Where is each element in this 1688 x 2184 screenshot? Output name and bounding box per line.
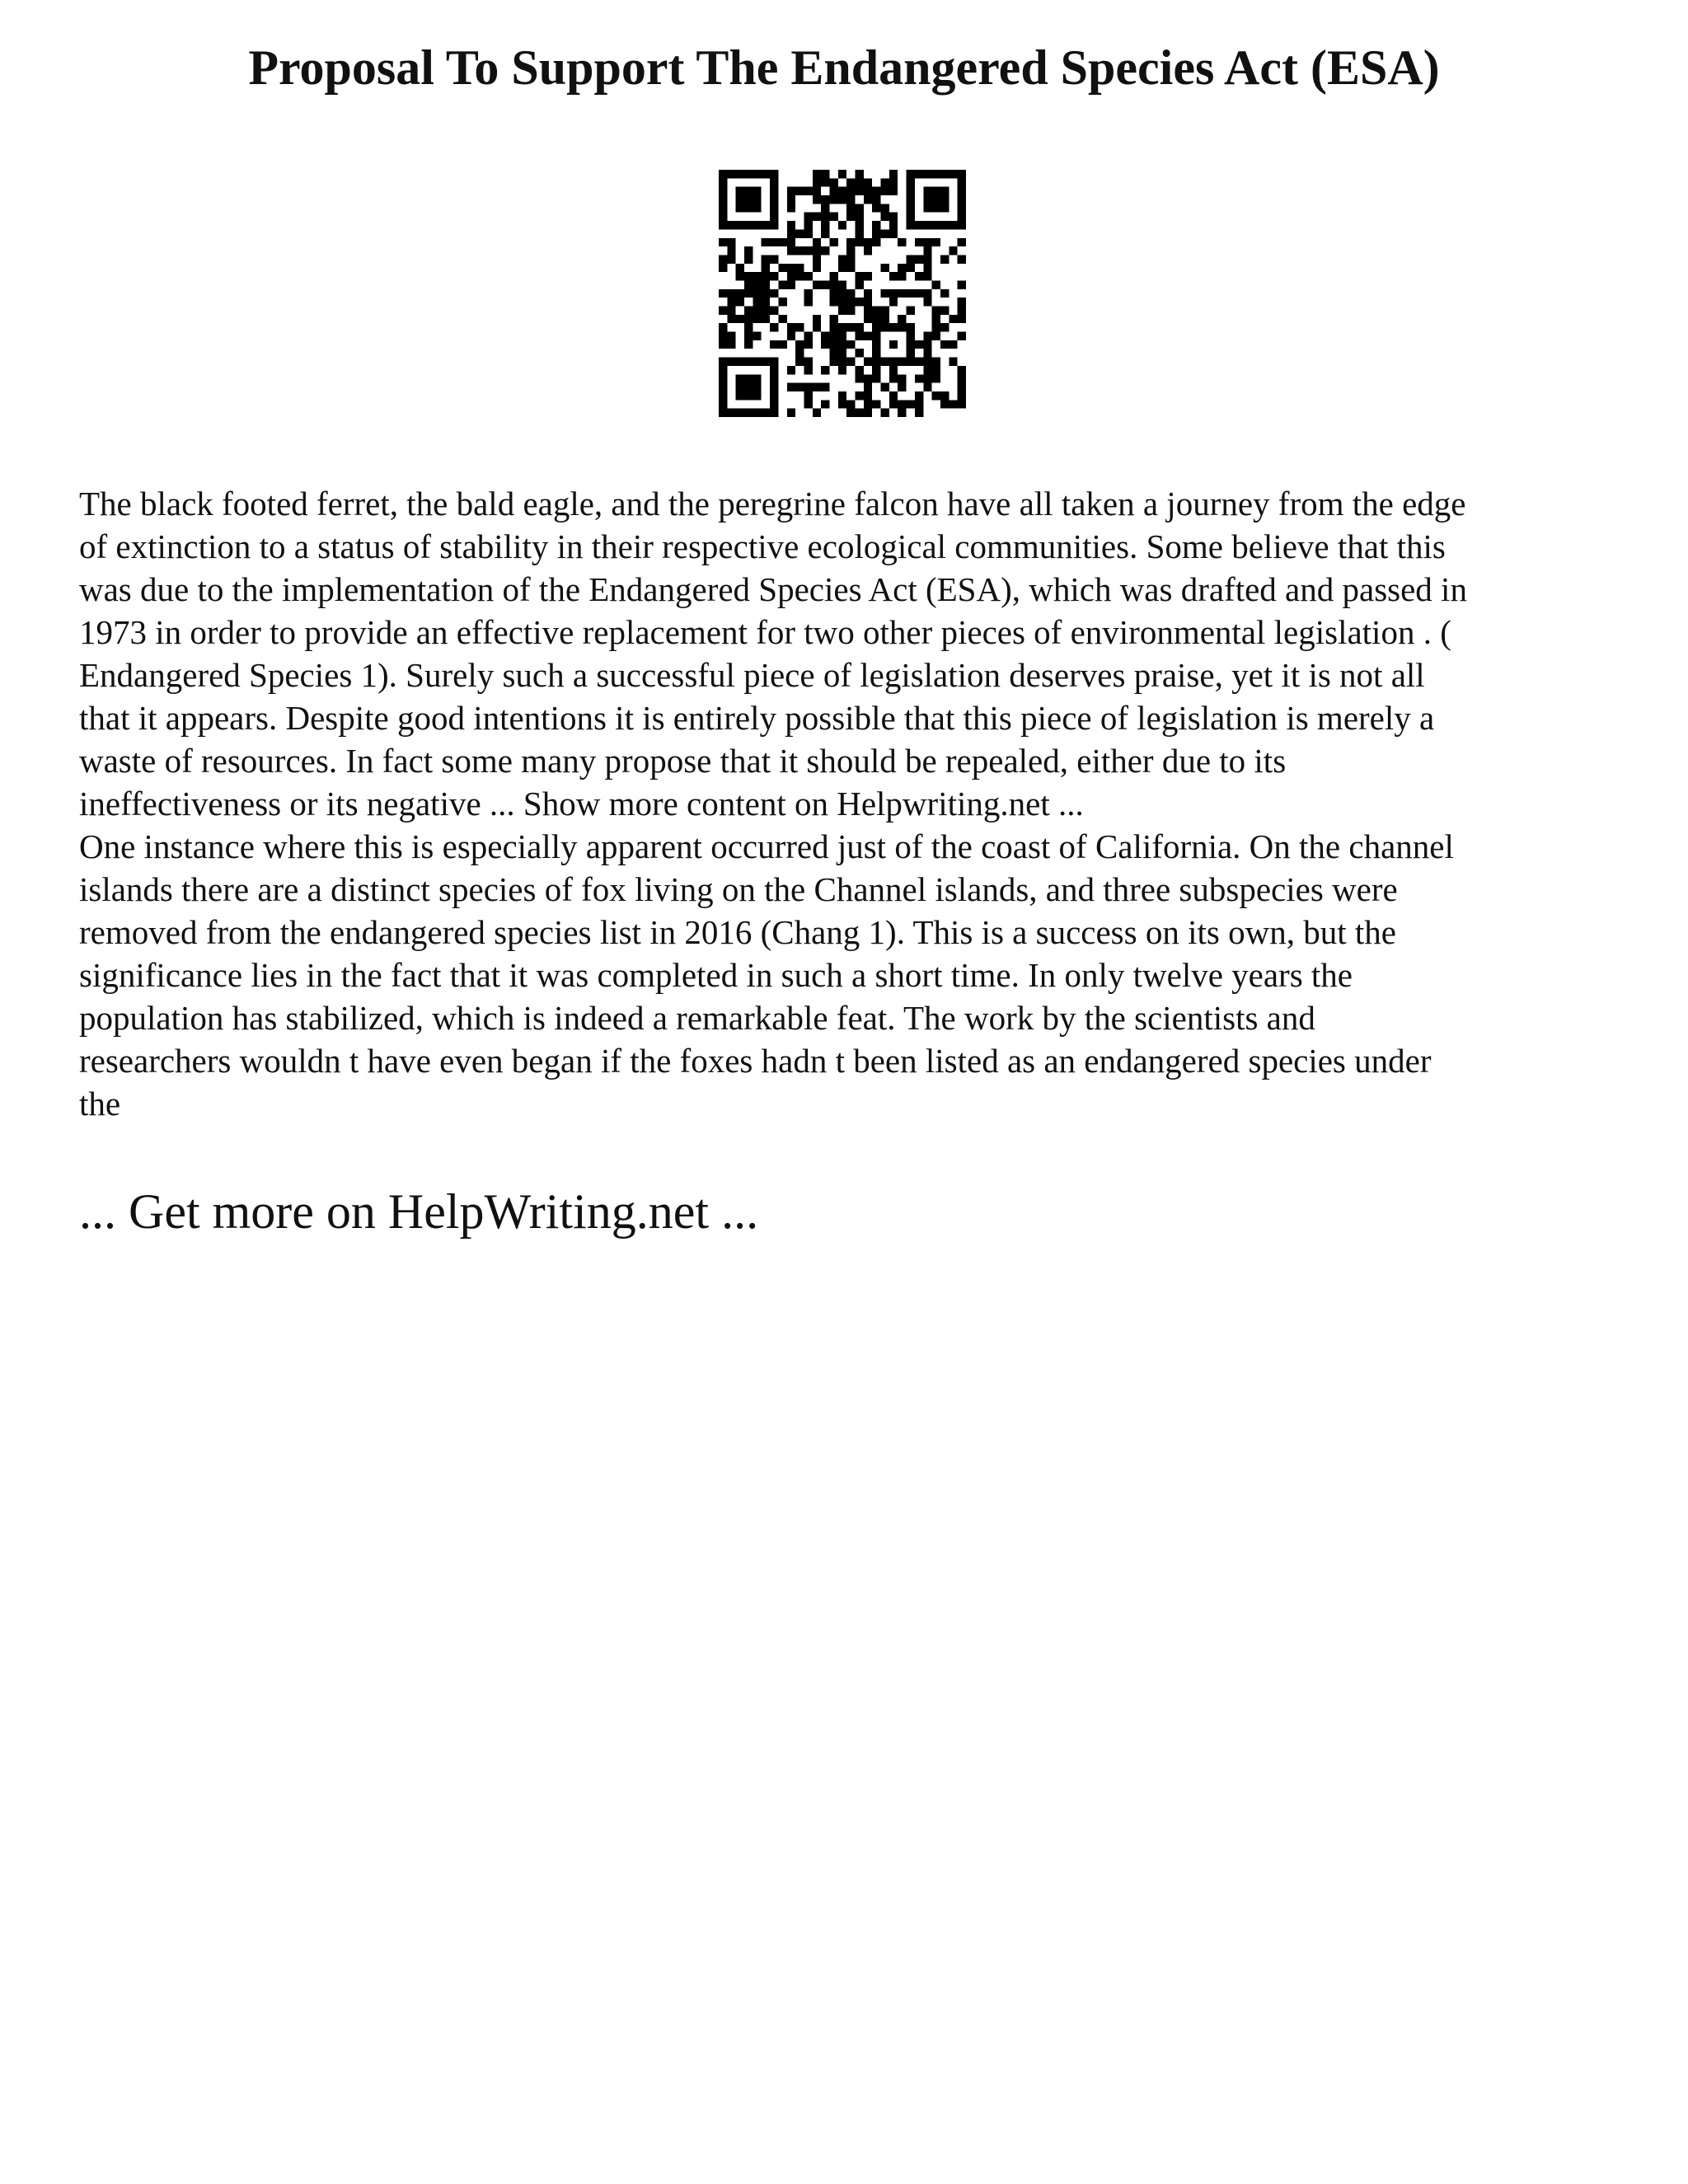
qr-code-icon[interactable] bbox=[719, 170, 966, 417]
paragraph-intro: The black footed ferret, the bald eagle, and the peregrine falcon have all taken a journey from the edge of extinction to a status of stability in their respective ecological communities. Some believe that this was due to the implementation of the Endangered Species Act (ESA), which was drafted and passed in 1973 in order to provide an effective replacement for two other pieces of environmental legislation . ( Endangered Species 1). Surely such a successful piece of legislation deserves praise, yet it is not all that it appears. Despite good intentions it is entirely possible that this piece of legislation is merely a waste of resources. In fact some many propose that it should be repealed, either due to its ineffectiveness or its negative ... Show more content on Helpwriting.net ... bbox=[79, 485, 1467, 823]
paragraph-channel-islands: One instance where this is especially apparent occurred just of the coast of California. On the channel islands there are a distinct species of fox living on the Channel islands, and three subspecies were removed from the endangered species list in 2016 (Chang 1). This is a success on its own, but the significance lies in the fact that it was completed in such a short time. In only twelve years the population has stabilized, which is indeed a remarkable feat. The work by the scientists and researchers wouldn t have even began if the foxes hadn t been listed as an endangered species under the bbox=[79, 827, 1454, 1122]
page-title: Proposal To Support The Endangered Species Act (ESA) bbox=[248, 40, 1440, 95]
article-body bbox=[79, 482, 1629, 1125]
get-more-link[interactable]: ... Get more on HelpWriting.net ... bbox=[79, 1184, 759, 1239]
